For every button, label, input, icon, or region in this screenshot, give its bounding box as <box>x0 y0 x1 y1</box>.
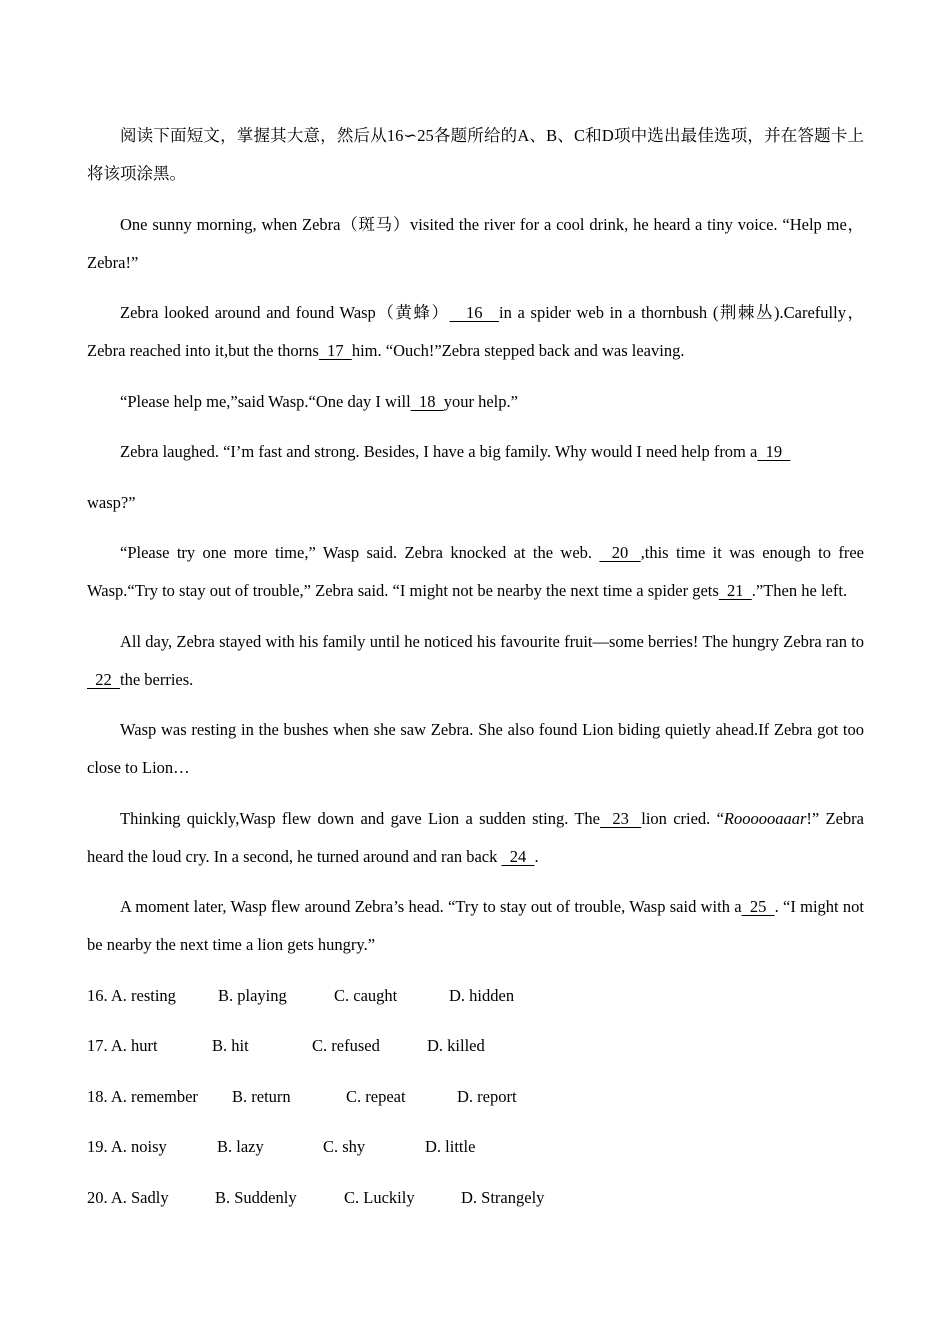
blank-17: 17 <box>318 341 352 360</box>
text: Thinking quickly,Wasp flew down and gave Lion a sudden sting. The <box>120 808 600 828</box>
blank-19: 19 <box>757 442 791 461</box>
option-a: 17. A. hurt <box>87 1036 158 1055</box>
option-c: C. caught <box>334 985 398 1005</box>
passage-paragraph-2 <box>87 294 864 370</box>
question-17 <box>87 1027 864 1065</box>
text: A moment later, Wasp flew around Zebra’s head. “Try to stay out of trouble, Wasp said with a <box>120 897 742 916</box>
option-d: D. little <box>425 1137 476 1156</box>
passage-paragraph-5 <box>87 534 864 610</box>
passage-paragraph-4 <box>87 433 864 471</box>
option-b: B. lazy <box>217 1137 264 1156</box>
question-16 <box>87 977 864 1015</box>
option-b: B. hit <box>212 1036 249 1055</box>
option-a: 20. A. Sadly <box>87 1187 169 1207</box>
option-d: D. hidden <box>449 985 515 1005</box>
option-c: C. repeat <box>346 1086 406 1106</box>
option-b: B. playing <box>218 985 287 1005</box>
question-19 <box>87 1128 864 1166</box>
text: in a spider web in a thornbush (荆棘丛).Carefully，Zebra reached into it,but the thorns <box>87 303 864 360</box>
option-c: C. Luckily <box>344 1187 415 1207</box>
blank-25: 25 <box>741 897 775 916</box>
option-d: D. report <box>457 1086 517 1106</box>
text: .”Then he left. <box>751 581 848 600</box>
option-d: D. killed <box>427 1036 485 1055</box>
blank-22: 22 <box>87 669 120 689</box>
question-18 <box>87 1078 864 1116</box>
text: “Please try one more time,” Wasp said. Zebra knocked at the web. <box>120 543 600 562</box>
text: lion cried. “ <box>641 808 724 828</box>
option-a: 16. A. resting <box>87 985 176 1005</box>
passage-paragraph-1: One sunny morning, when Zebra（斑马）visited the river for a cool drink, he heard a tiny voice. “Help me，Zebra!” <box>87 214 864 272</box>
option-b: B. return <box>232 1086 291 1106</box>
text: your help.” <box>443 391 518 411</box>
question-20 <box>87 1179 864 1217</box>
blank-16: 16 <box>449 303 500 322</box>
option-d: D. Strangely <box>461 1187 545 1207</box>
option-c: C. shy <box>323 1137 366 1156</box>
blank-18: 18 <box>410 391 444 411</box>
blank-24: 24 <box>501 846 535 866</box>
text: the berries. <box>120 669 194 689</box>
text: “Please help me,”said Wasp.“One day I will <box>120 391 411 411</box>
blank-21: 21 <box>718 581 752 600</box>
text: him. “Ouch!”Zebra stepped back and was leaving. <box>351 341 685 360</box>
text: All day, Zebra stayed with his family until he noticed his favourite fruit—some berries! The hungry Zebra ran to <box>120 631 864 651</box>
option-a: 19. A. noisy <box>87 1137 167 1156</box>
passage-paragraph-3 <box>87 383 864 421</box>
passage-paragraph-7: Wasp was resting in the bushes when she saw Zebra. She also found Lion biding quietly ahead.If Zebra got too close to Lion… <box>87 720 864 777</box>
text: . <box>534 846 539 866</box>
passage-paragraph-8 <box>87 800 864 876</box>
text: ,this time it was enough to free Wasp.“Try to stay out of trouble,” Zebra said. “I might not be nearby the next time a spider gets <box>87 543 864 600</box>
text: Zebra laughed. “I’m fast and strong. Besides, I have a big family. Why would I need help from a <box>120 442 758 461</box>
document-page <box>87 117 864 1229</box>
option-a: 18. A. remember <box>87 1086 198 1106</box>
option-c: C. refused <box>312 1036 380 1055</box>
option-b: B. Suddenly <box>215 1187 297 1207</box>
text: Zebra looked around and found Wasp（黄蜂） <box>120 303 450 322</box>
instructions: 阅读下面短文，掌握其大意，然后从16∽25各题所给的A、B、C和D项中选出最佳选项，并在答题卡上将该项涂黑。 <box>87 126 864 183</box>
text: . “I might not be nearby the next time a lion gets hungry.” <box>87 897 864 954</box>
passage-paragraph-6 <box>87 623 864 699</box>
roar-text: Roooooaaar <box>723 808 807 828</box>
blank-23: 23 <box>599 808 642 828</box>
text: !” Zebra heard the loud cry. In a second, he turned around and ran back <box>87 808 865 866</box>
passage-paragraph-4-continued: wasp?” <box>87 492 136 512</box>
blank-20: 20 <box>599 543 641 562</box>
passage-paragraph-9 <box>87 888 864 964</box>
